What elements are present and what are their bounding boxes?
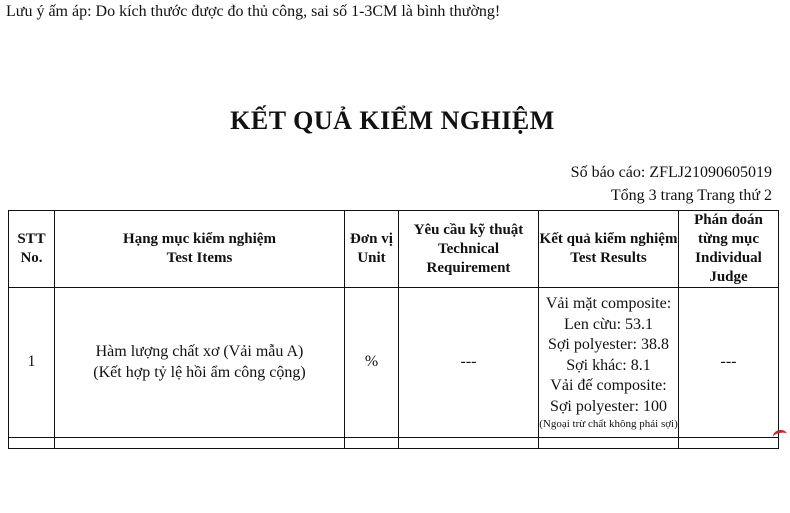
header-test-results: Kết quả kiểm nghiệm Test Results bbox=[539, 211, 679, 288]
header-unit: Đơn vị Unit bbox=[345, 211, 399, 288]
header-stt: STT No. bbox=[9, 211, 55, 288]
cell-no: 1 bbox=[9, 288, 55, 438]
report-title: KẾT QUẢ KIỂM NGHIỆM bbox=[230, 106, 555, 135]
notice-text: Lưu ý ấm áp: Do kích thước được đo thủ công, sai số 1-3CM là bình thường! bbox=[6, 3, 501, 20]
header-individual-judge: Phán đoán từng mục Individual Judge bbox=[679, 211, 779, 288]
report-number: Số báo cáo: ZFLJ21090605019 bbox=[570, 164, 772, 181]
cell-test-item: Hàm lượng chất xơ (Vải mẫu A) (Kết hợp tỷ lệ hồi ẩm công cộng) bbox=[55, 288, 345, 438]
stamp-edge-mark bbox=[772, 429, 788, 443]
cell-results: Vải mặt composite: Len cừu: 53.1 Sợi polyester: 38.8 Sợi khác: 8.1 Vải đế composite: Sợi polyester: 100 (Ngoại trừ chất không phải sợi) bbox=[539, 288, 679, 438]
page-count: Tổng 3 trang Trang thứ 2 bbox=[610, 187, 772, 204]
header-test-items: Hạng mục kiểm nghiệm Test Items bbox=[55, 211, 345, 288]
table-header-row bbox=[9, 211, 779, 288]
header-technical-requirement: Yêu cầu kỹ thuật Technical Requirement bbox=[399, 211, 539, 288]
cell-requirement: --- bbox=[399, 288, 539, 438]
table-row-partial bbox=[9, 438, 779, 449]
cell-unit: % bbox=[345, 288, 399, 438]
cell-judge: --- bbox=[679, 288, 779, 438]
results-note: (Ngoại trừ chất không phải sợi) bbox=[539, 418, 678, 430]
results-table bbox=[8, 210, 779, 449]
table-row bbox=[9, 288, 779, 438]
